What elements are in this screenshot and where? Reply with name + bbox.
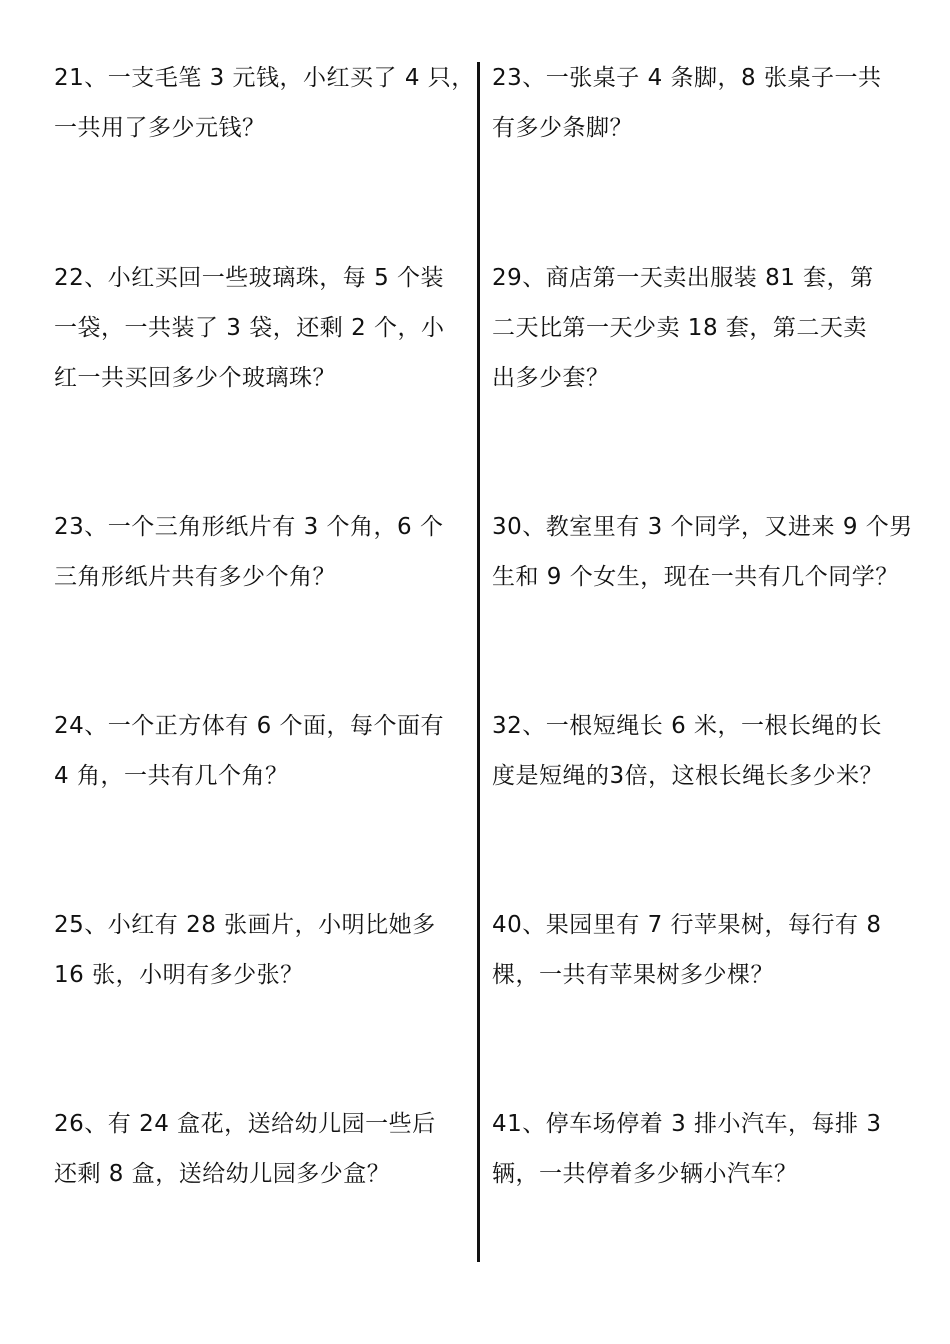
problem-line: 26、有 24 盒花，送给幼儿园一些后 [54, 1111, 436, 1137]
problem-line: 23、一张桌子 4 条脚，8 张桌子一共 [492, 65, 882, 91]
problem-line: 一袋，一共装了 3 袋，还剩 2 个，小 [54, 315, 445, 341]
problem-41 [492, 1099, 902, 1199]
problem-line: 25、小红有 28 张画片，小明比她多 [54, 912, 436, 938]
problem-32 [492, 701, 902, 801]
problem-21 [54, 53, 475, 153]
problem-22 [54, 253, 464, 403]
problem-line: 还剩 8 盒，送给幼儿园多少盒？ [54, 1161, 391, 1187]
problem-25 [54, 900, 464, 1000]
problem-line: 21、一支毛笔 3 元钱，小红买了 4 只， [54, 65, 475, 91]
problem-line: 41、停车场停着 3 排小汽车，每排 3 [492, 1111, 882, 1137]
problem-line: 出多少套？ [492, 365, 610, 391]
problem-line: 30、教室里有 3 个同学，又进来 9 个男 [492, 514, 913, 540]
problem-40 [492, 900, 902, 1000]
problem-line: 生和 9 个女生，现在一共有几个同学？ [492, 564, 899, 590]
problem-29 [492, 253, 902, 403]
problem-line: 22、小红买回一些玻璃珠，每 5 个装 [54, 265, 445, 291]
problem-line: 24、一个正方体有 6 个面，每个面有 [54, 713, 445, 739]
problem-line: 棵，一共有苹果树多少棵？ [492, 962, 774, 988]
problem-line: 4 角，一共有几个角？ [54, 763, 289, 789]
problem-line: 有多少条脚？ [492, 115, 633, 141]
problem-23-left [54, 502, 464, 602]
problem-line: 16 张，小明有多少张？ [54, 962, 304, 988]
column-divider [477, 62, 480, 1262]
problem-line: 度是短绳的3倍，这根长绳长多少米？ [492, 763, 884, 789]
problem-24 [54, 701, 464, 801]
problem-23-right [492, 53, 902, 153]
problem-line: 三角形纸片共有多少个角？ [54, 564, 336, 590]
problem-line: 二天比第一天少卖 18 套，第二天卖 [492, 315, 867, 341]
problem-line: 40、果园里有 7 行苹果树，每行有 8 [492, 912, 882, 938]
problem-line: 29、商店第一天卖出服装 81 套，第 [492, 265, 874, 291]
problem-line: 辆，一共停着多少辆小汽车？ [492, 1161, 798, 1187]
problem-line: 23、一个三角形纸片有 3 个角，6 个 [54, 514, 444, 540]
problem-26 [54, 1099, 464, 1199]
problem-30 [492, 502, 913, 602]
problem-line: 32、一根短绳长 6 米，一根长绳的长 [492, 713, 883, 739]
problem-line: 红一共买回多少个玻璃珠？ [54, 365, 336, 391]
problem-line: 一共用了多少元钱？ [54, 115, 266, 141]
